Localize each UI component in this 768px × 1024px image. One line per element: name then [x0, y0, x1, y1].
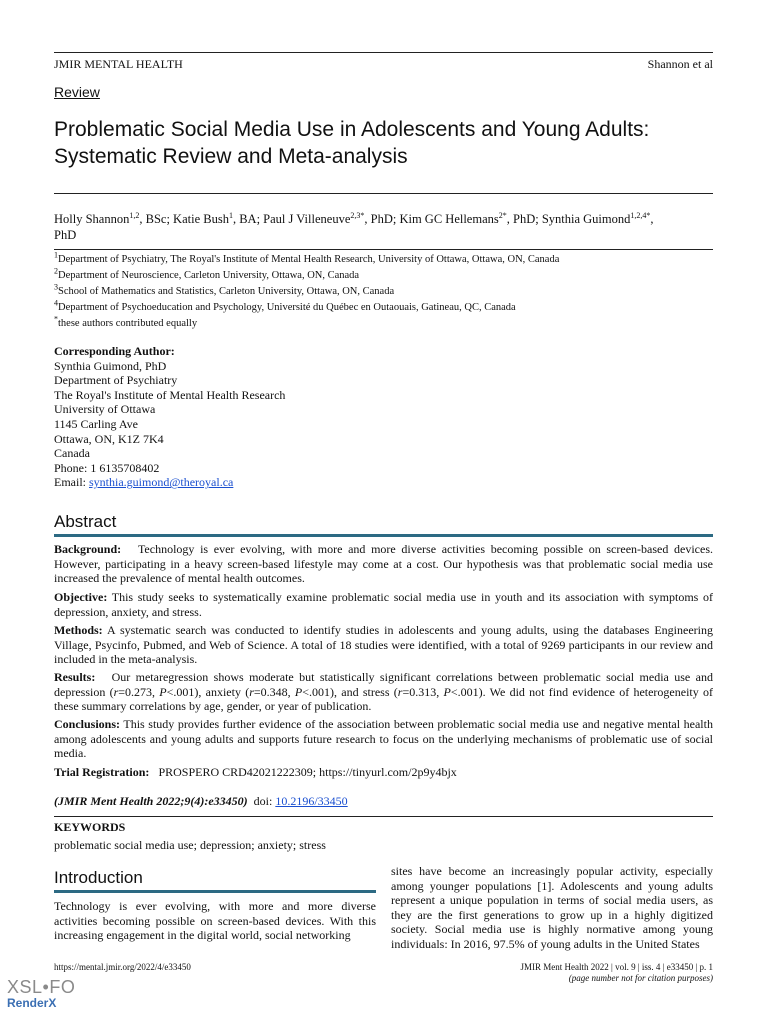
author-sup: 2*: [498, 210, 507, 220]
background-label: Background:: [54, 542, 122, 556]
results-text: =0.313,: [402, 684, 444, 699]
affiliation-2: [54, 266, 713, 283]
author-name: Kim GC Hellemans: [399, 212, 499, 226]
title-line-1: Problematic Social Media Use in Adolescents and Young Adults:: [54, 118, 650, 141]
renderx-line-2: RenderX: [7, 996, 57, 1010]
corresponding-line: The Royal's Institute of Mental Health Research: [54, 387, 286, 402]
introduction-heading: Introduction: [54, 868, 143, 887]
affiliation-text: School of Mathematics and Statistics, Carleton University, Ottawa, ON, Canada: [58, 286, 395, 297]
stat-r: r: [113, 684, 119, 699]
author-name: Holly Shannon: [54, 212, 130, 226]
author-sup: 1,2: [129, 210, 140, 220]
keywords-rule: [54, 816, 713, 817]
footer-url: https://mental.jmir.org/2022/4/e33450: [54, 962, 191, 972]
corresponding-author: [54, 344, 285, 490]
author-sup: 2,3*: [350, 210, 365, 220]
stat-p: P: [294, 684, 303, 699]
author-degree: ,: [650, 212, 654, 226]
author-name: Katie Bush: [173, 212, 229, 226]
results-text: =0.348,: [253, 684, 295, 699]
results-text: <.001). We did not find evidence of heterogeneity of these summary correlations by age, gender, or year of publication.: [54, 684, 713, 714]
citation: (JMIR Ment Health 2022;9(4):e33450): [54, 794, 248, 808]
objective-text: This study seeks to systematically examine problematic social media use in youth and its association with symptoms of depression, anxiety, and stress.: [54, 590, 713, 619]
author-degree: , PhD;: [506, 212, 542, 226]
footer-page-info: JMIR Ment Health 2022 | vol. 9 | iss. 4 | e33450 | p. 1: [520, 962, 713, 972]
results-text: =0.273,: [118, 684, 160, 699]
corresponding-line: Canada: [54, 446, 90, 461]
corresponding-label: Corresponding Author:: [54, 344, 175, 358]
results-text: Our metaregression shows moderate but statistically significant correlations between problematic social media use and depression (: [54, 670, 713, 699]
corresponding-line: Department of Psychiatry: [54, 373, 178, 388]
conclusions-text: This study provides further evidence of the association between problematic social media use and negative mental health among adolescents and young adults and supports future research to focus on the underlying mechanisms of problematic use of social media.: [54, 717, 713, 761]
keywords-text: problematic social media use; depression; anxiety; stress: [54, 838, 326, 852]
affiliation-sup: 2: [54, 266, 58, 276]
affiliation-text: Department of Psychoeducation and Psychology, Université du Québec en Outaouais, Gatineau, QC, Canada: [58, 302, 516, 313]
affiliation-sup: 3: [54, 282, 58, 292]
corresponding-line: Ottawa, ON, K1Z 7K4: [54, 431, 164, 446]
abstract-heading: Abstract: [54, 512, 117, 531]
results-text: <.001), and stress (: [302, 684, 398, 699]
corresponding-line: Synthia Guimond, PhD: [54, 358, 167, 373]
abstract-objective: [54, 590, 713, 619]
trial-text: PROSPERO CRD42021222309; https://tinyurl.com/2p9y4bjx: [158, 765, 457, 779]
corresponding-line: Phone: 1 6135708402: [54, 460, 160, 475]
affiliation-note: [54, 314, 713, 331]
author-rule: [54, 249, 713, 250]
author-degree: PhD: [54, 228, 77, 242]
introduction-rule: [54, 890, 376, 893]
article-title: [54, 116, 713, 170]
affiliation-3: [54, 282, 713, 299]
objective-label: Objective:: [54, 590, 108, 604]
article-type-link[interactable]: Review: [54, 84, 100, 100]
running-header: [54, 52, 713, 72]
affiliation-sup: *: [54, 314, 58, 324]
title-line-2: Systematic Review and Meta-analysis: [54, 145, 408, 168]
stat-p: P: [159, 684, 167, 699]
corresponding-line: University of Ottawa: [54, 402, 156, 417]
stat-r: r: [397, 684, 403, 699]
author-degree: , PhD;: [364, 212, 400, 226]
author-sup: 1: [228, 210, 233, 220]
renderx-line-1: XSL•FO: [7, 977, 76, 997]
affiliation-text: these authors contributed equally: [58, 318, 198, 329]
footer-note: (page number not for citation purposes): [568, 973, 713, 983]
affiliation-4: [54, 298, 713, 315]
affiliation-sup: 4: [54, 298, 58, 308]
intro-right-column: sites have become an increasingly popular activity, especially among younger populations [1]. Adolescents and young adults represent a unique population in terms of social media users, as they are the first generations to grow up in a highly digitized society. Social media use is highly normative among young individuals: In 2016, 97.5% of young adults in the United States: [391, 864, 713, 951]
doi-link[interactable]: 10.2196/33450: [275, 794, 348, 808]
abstract-background: [54, 542, 713, 586]
keywords-heading: KEYWORDS: [54, 820, 126, 834]
email-label: Email:: [54, 475, 89, 490]
results-text: <.001), anxiety (: [166, 684, 250, 699]
doi-label: doi:: [253, 794, 273, 808]
methods-label: Methods:: [54, 623, 103, 637]
affiliation-1: [54, 250, 713, 267]
author-short: Shannon et al: [647, 57, 713, 71]
methods-text: A systematic search was conducted to identify studies in adolescents and young adults, using the databases Engineering Village, Psycinfo, Pubmed, and Web of Science. A total of 18 studies were identified, with a total of 9269 participants in our review and included in the meta-analysis.: [54, 623, 713, 667]
results-label: Results:: [54, 670, 96, 684]
affiliation-sup: 1: [54, 250, 58, 260]
affiliation-text: Department of Neuroscience, Carleton University, Ottawa, ON, Canada: [58, 270, 360, 281]
title-rule: [54, 193, 713, 194]
trial-label: Trial Registration:: [54, 765, 150, 779]
abstract-results: [54, 670, 713, 714]
abstract-conclusions: [54, 717, 713, 761]
conclusions-label: Conclusions:: [54, 717, 121, 731]
author-name: Synthia Guimond: [541, 212, 631, 226]
affiliation-text: Department of Psychiatry, The Royal's Institute of Mental Health Research, University of Ottawa, Ottawa, ON, Canada: [58, 254, 560, 265]
author-name: Paul J Villeneuve: [263, 212, 351, 226]
page: [54, 0, 713, 1024]
author-sup: 1,2,4*: [630, 210, 651, 220]
journal-name: JMIR MENTAL HEALTH: [54, 57, 183, 71]
renderx-logo: [7, 977, 75, 1010]
author-list: [54, 211, 713, 243]
stat-r: r: [249, 684, 254, 699]
corresponding-line: 1145 Carling Ave: [54, 416, 138, 431]
author-degree: , BSc;: [139, 212, 174, 226]
author-degree: , BA;: [232, 212, 264, 226]
email-line: [54, 475, 285, 490]
stat-p: P: [443, 684, 451, 699]
abstract-rule: [54, 534, 713, 537]
email-link[interactable]: synthia.guimond@theroyal.ca: [89, 475, 234, 490]
citation-line: [54, 794, 348, 809]
abstract-methods: [54, 623, 713, 667]
abstract-trial-registration: [54, 765, 713, 780]
background-text: Technology is ever evolving, with more and more diverse activities becoming possible on screen-based devices. However, participating in a heavy screen-based lifestyle may come at a cost. Our hypothesis was that problematic social media use increased the prevalence of mental health outcomes.: [54, 542, 713, 586]
intro-left-column: Technology is ever evolving, with more and more diverse activities becoming possible on screen-based devices. With this increasing engagement in the digital world, social networking: [54, 899, 376, 943]
